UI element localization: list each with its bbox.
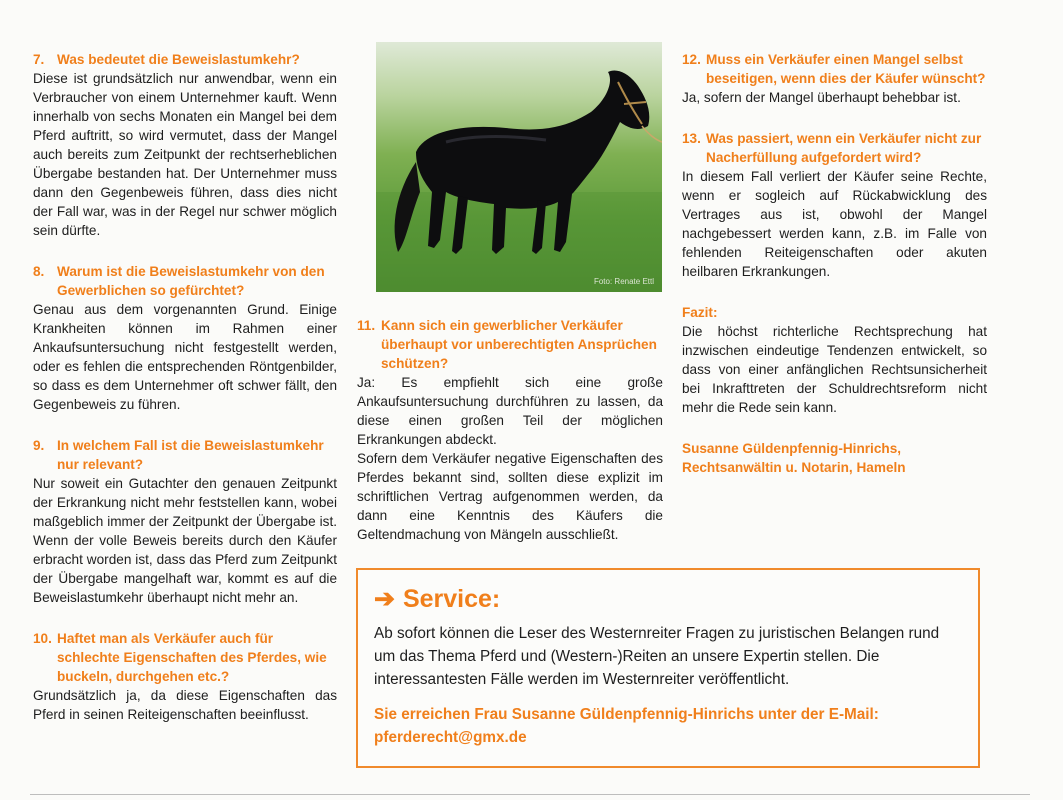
conclusion-text: Die höchst richterliche Rechtsprechung hat inzwischen eindeutige Tendenzen entwickelt, so dass von einer anfänglichen Rechtsunsicherheit bei Inkrafttreten der Schuldrechtsreform nicht mehr die Rede sein kann. [682, 324, 987, 415]
service-contact: Sie erreichen Frau Susanne Güldenpfennig-Hinrichs unter der E-Mail: pferderecht@gmx.de [374, 706, 879, 746]
answer-7: Diese ist grundsätzlich nur anwendbar, wenn ein Verbraucher von einem Unternehmer kauft. Wenn innerhalb von sechs Monaten ein Mangel bei dem Pferd auftritt, so wird vermutet, dass der Mangel auch bereits zum Zeitpunkt der rechtserheblichen Übergabe bestanden hat. Der Unternehmer muss dann den Gegenbeweis führen, dass dies nicht der Fall war, was in der Regel nur schwer möglich sein dürfte. [33, 71, 337, 238]
question-13-heading: 13. Was passiert, wenn ein Verkäufer nicht zur Nacherfüllung aufgefordert wird? [682, 131, 982, 165]
answer-12: Ja, sofern der Mangel überhaupt behebbar ist. [682, 90, 961, 105]
horse-photo [376, 42, 662, 292]
service-body: Ab sofort können die Leser des Westernreiter Fragen zu juristischen Belangen rund um das Thema Pferd und (Western-)Reiten an unsere Expertin stellen. Die interessantesten Fälle werden im Westernreiter veröffentlicht. [374, 625, 940, 688]
arrow-right-icon: ➔ [374, 585, 395, 613]
photo-credit: Foto: Renate Ettl [593, 277, 654, 286]
horse-illustration [376, 42, 662, 292]
answer-11-part2: Sofern dem Verkäufer negative Eigenschaften des Pferdes bekannt sind, sollten diese explizit im schriftlichen Vertrag aufgenommen werden, da dann eine Kenntnis des Käufers die Geltendmachung von Mängeln ausschließt. [357, 451, 663, 542]
question-8-heading: 8. Warum ist die Beweislastumkehr von den Gewerblichen so gefürchtet? [33, 264, 325, 298]
question-11-heading: 11. Kann sich ein gewerblicher Verkäufer überhaupt vor unberechtigten Ansprüchen schützen? [357, 318, 657, 371]
column-left [33, 50, 337, 724]
answer-10: Grundsätzlich ja, da diese Eigenschaften das Pferd in seinen Reiteigenschaften beeinflusst. [33, 688, 337, 722]
answer-8: Genau aus dem vorgenannten Grund. Einige Krankheiten können im Rahmen einer Ankaufsuntersuchung nicht festgestellt werden, oder es fehlen die entsprechenden Röntgenbilder, so dass es dem Unternehmer oft schwer fällt, den Gegenbeweis zu führen. [33, 302, 337, 412]
conclusion-heading: Fazit: [682, 305, 718, 320]
question-7-heading: 7. Was bedeutet die Beweislastumkehr? [33, 52, 300, 67]
author-role: Rechtsanwältin u. Notarin, Hameln [682, 460, 906, 475]
answer-9: Nur soweit ein Gutachter den genauen Zeitpunkt der Erkrankung nicht mehr feststellen kann, wobei maßgeblich immer der Zeitpunkt der Übergabe ist. Wenn der volle Beweis bereits durch den Käufer erbracht worden ist, dass das Pferd zum Zeitpunkt der Übergabe mangelhaft war, kommt es auf die Beweislastumkehr überhaupt nicht mehr an. [33, 476, 337, 605]
answer-13: In diesem Fall verliert der Käufer seine Rechte, wenn er sogleich auf Rückabwicklung des Vertrages aus ist, obwohl der Mangel nachgebessert werden kann, z.B. im Falle von fehlenden Reiteigenschaften oder akuten heilbaren Erkrankungen. [682, 169, 987, 279]
question-9-heading: 9. In welchem Fall ist die Beweislastumkehr nur relevant? [33, 438, 324, 472]
question-12-heading: 12. Muss ein Verkäufer einen Mangel selbst beseitigen, wenn dies der Käufer wünscht? [682, 52, 986, 86]
service-box [356, 568, 980, 768]
author-name: Susanne Güldenpfennig-Hinrichs, [682, 441, 902, 456]
service-heading: ➔ Service: [374, 585, 501, 613]
answer-11-part1: Ja: Es empfiehlt sich eine große Ankaufsuntersuchung durchführen zu lassen, da diese einen großen Teil der möglichen Erkrankungen abdeckt. [357, 375, 663, 447]
question-10-heading: 10. Haftet man als Verkäufer auch für schlechte Eigenschaften des Pferdes, wie buckeln, durchgehen etc.? [33, 631, 327, 684]
column-middle [357, 316, 663, 544]
column-right [682, 50, 987, 477]
bottom-divider [30, 794, 1030, 795]
